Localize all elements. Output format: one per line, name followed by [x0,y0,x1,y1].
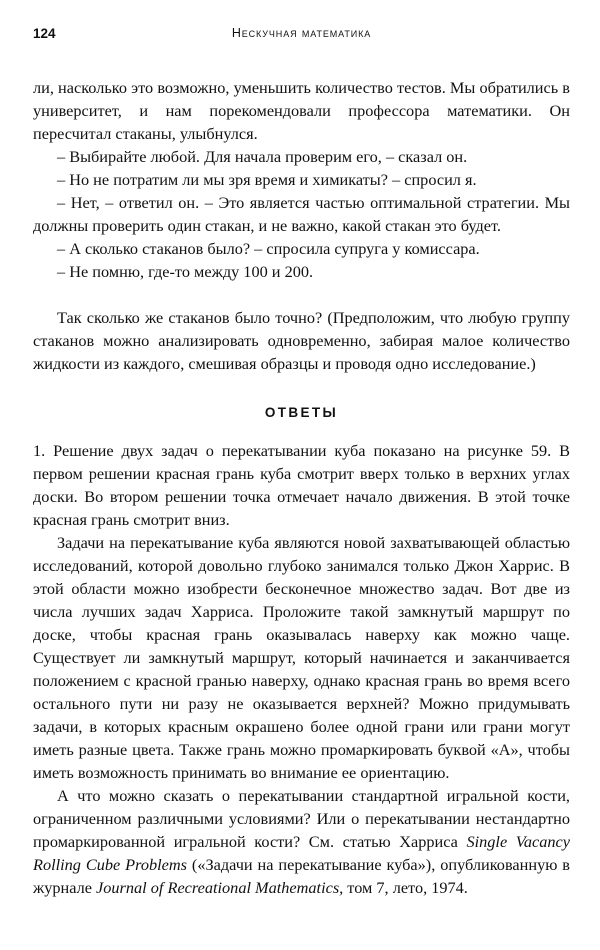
problem-question: Так сколько же стаканов было точно? (Предположим, что любую группу стаканов можно анализировать одновременно, забирая малое количество жидкости из каждого, смешивая образцы и проводя одно исследование.) [33,308,570,373]
page-body [33,76,570,899]
page-header [33,26,570,46]
answer-text: А что можно сказать о перекатывании стандартной игральной кости, ограниченном различными условиями? Или о перекатывании нестандартно промаркированной игральной кости? См. статью Харриса [33,786,570,851]
dialogue-line: – Нет, – ответил он. – Это является частью оптимальной стратегии. Мы должны проверить один стакан, и не важно, какой стакан это будет. [33,193,570,235]
article-title: Single Vacancy Rolling Cube Problems [33,832,570,874]
dialogue-line: – А сколько стаканов было? – спросила супруга у комиссара. [57,239,480,258]
answers-heading: ОТВЕТЫ [264,405,339,420]
journal-title: Journal of Recreational Mathematics, [96,878,344,897]
answer-paragraph-2: Задачи на перекатывание куба являются новой захватывающей областью исследований, которой довольно глубоко занимался только Джон Харрис. В этой области можно изобрести бесконечное множество задач. Вот две из числа лучших задач Харриса. Проложите такой замкнутый маршрут по доске, чтобы красная грань оказывалась наверху как можно чаще. Существует ли замкнутый маршрут, который начинается и заканчивается положением с красной гранью наверху, однако красная грань во время всего остального пути ни разу не оказывается верхней? Можно придумывать задачи, в которых красным окрашено более одной грани или грани могут иметь разные цвета. Также грань можно промаркировать буквой «А», чтобы иметь возможность принимать во внимание ее ориентацию. [33,533,570,782]
answer-paragraph-1: 1. Решение двух задач о перекатывании куба показано на рисунке 59. В первом решении красная грань куба смотрит вверх только в верхних углах доски. Во втором решении точка отмечает начало движения. В этой точке красная грань смотрит вниз. [33,441,570,529]
answer-paragraph-3 [33,784,570,899]
answer-text: том 7, лето, 1974. [343,878,468,897]
dialogue-line: – Выбирайте любой. Для начала проверим его, – сказал он. [57,147,468,166]
dialogue-line: – Не помню, где-то между 100 и 200. [57,262,314,281]
answer-text: («Задачи на перекатывание куба»), опубликованную в журнале [33,855,570,897]
running-title: Нескучная математика [231,26,372,40]
dialogue-line: – Но не потратим ли мы зря время и химикаты? – спросил я. [57,170,477,189]
story-paragraph: ли, насколько это возможно, уменьшить количество тестов. Мы обратились в университет, и нам порекомендовали профессора математики. Он пересчитал стаканы, улыбнулся. [33,78,570,143]
page-number: 124 [33,26,56,41]
